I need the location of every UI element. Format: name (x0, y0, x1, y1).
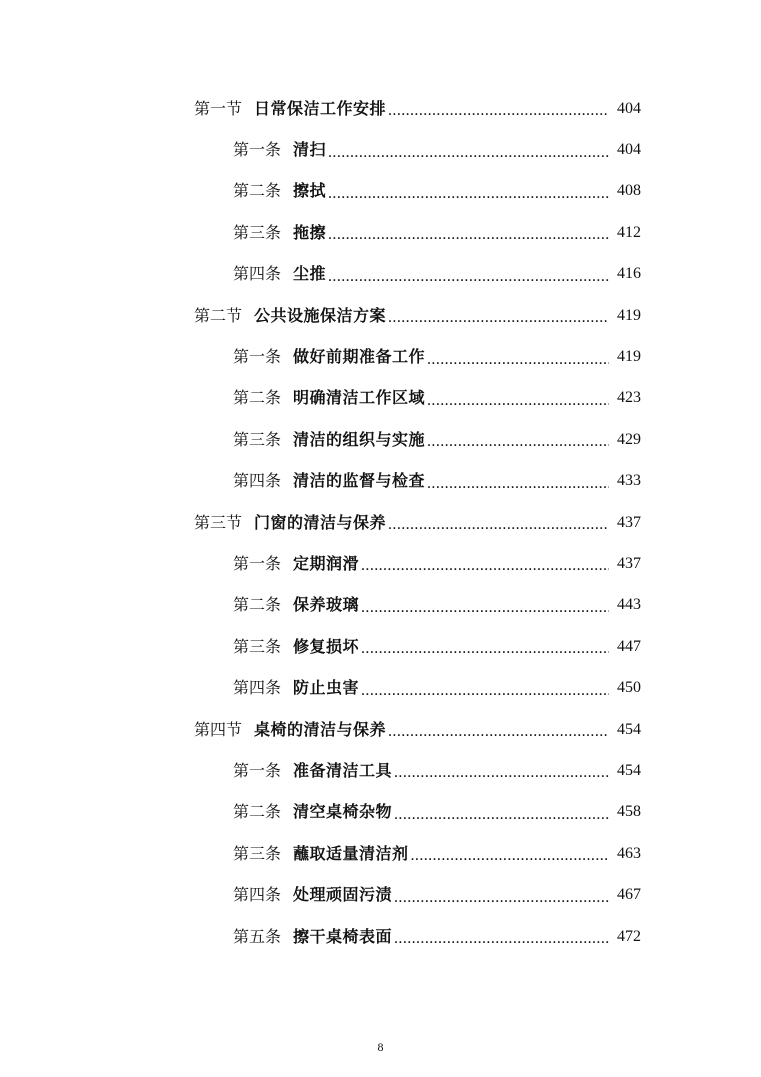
toc-section-row[interactable] (0, 88, 761, 129)
toc-article-row[interactable] (0, 833, 761, 874)
toc-article-row[interactable] (0, 585, 761, 626)
toc-dot-leader (394, 930, 609, 947)
toc-entry-number: 第一条 (233, 347, 282, 367)
toc-dot-leader (388, 516, 609, 533)
toc-entry-page: 412 (617, 223, 641, 241)
toc-dot-leader (394, 764, 609, 781)
toc-dot-leader (388, 723, 609, 740)
toc-dot-leader (427, 351, 609, 368)
toc-dot-leader (361, 682, 609, 699)
toc-article-row[interactable] (0, 874, 761, 915)
toc-entry-number: 第三条 (233, 636, 282, 656)
toc-entry-number: 第一条 (233, 140, 282, 160)
toc-article-row[interactable] (0, 792, 761, 833)
toc-entry-number: 第二节 (194, 305, 243, 325)
toc-dot-leader (411, 847, 609, 864)
toc-entry-number: 第一节 (194, 98, 243, 118)
toc-entry-page: 433 (617, 472, 641, 490)
toc-entry-number: 第一条 (233, 760, 282, 780)
toc-entry-number: 第五条 (233, 926, 282, 946)
toc-dot-leader (361, 557, 609, 574)
toc-dot-leader (328, 185, 609, 202)
toc-entry-title: 清空桌椅杂物 (293, 802, 393, 822)
toc-section-row[interactable] (0, 295, 761, 336)
toc-entry-page: 419 (617, 348, 641, 366)
toc-dot-leader (427, 392, 609, 409)
toc-article-row[interactable] (0, 129, 761, 170)
toc-entry-title: 清洁的监督与检查 (293, 471, 426, 491)
toc-entry-title: 处理顽固污渍 (293, 885, 393, 905)
toc-entry-title: 修复损坏 (293, 636, 360, 656)
toc-entry-number: 第三条 (233, 429, 282, 449)
toc-article-row[interactable] (0, 336, 761, 377)
toc-entry-page: 443 (617, 596, 641, 614)
toc-entry-page: 463 (617, 844, 641, 862)
toc-entry-title: 尘推 (293, 264, 327, 284)
toc-entry-page: 408 (617, 182, 641, 200)
toc-entry-page: 423 (617, 389, 641, 407)
toc-article-row[interactable] (0, 626, 761, 667)
toc-entry-number: 第四条 (233, 264, 282, 284)
toc-entry-title: 准备清洁工具 (293, 760, 393, 780)
toc-entry-page: 454 (617, 720, 641, 738)
toc-entry-page: 437 (617, 554, 641, 572)
toc-article-row[interactable] (0, 378, 761, 419)
toc-entry-number: 第三条 (233, 222, 282, 242)
toc-article-row[interactable] (0, 212, 761, 253)
toc-article-row[interactable] (0, 461, 761, 502)
toc-entry-number: 第二条 (233, 388, 282, 408)
toc-dot-leader (394, 889, 609, 906)
toc-dot-leader (361, 640, 609, 657)
toc-dot-leader (328, 144, 609, 161)
toc-entry-title: 明确清洁工作区域 (293, 388, 426, 408)
toc-entry-title: 拖擦 (293, 222, 327, 242)
toc-entry-number: 第三节 (194, 512, 243, 532)
toc-entry-page: 404 (617, 99, 641, 117)
toc-entry-number: 第二条 (233, 181, 282, 201)
toc-entry-title: 擦干桌椅表面 (293, 926, 393, 946)
toc-entry-number: 第二条 (233, 802, 282, 822)
toc-entry-title: 桌椅的清洁与保养 (254, 719, 387, 739)
toc-entry-title: 公共设施保洁方案 (254, 305, 387, 325)
toc-article-row[interactable] (0, 750, 761, 791)
toc-entry-page: 437 (617, 513, 641, 531)
toc-entry-number: 第四条 (233, 678, 282, 698)
toc-entry-page: 416 (617, 265, 641, 283)
toc-entry-page: 467 (617, 886, 641, 904)
toc-entry-page: 454 (617, 761, 641, 779)
toc-entry-title: 蘸取适量清洁剂 (293, 843, 409, 863)
toc-dot-leader (328, 226, 609, 243)
toc-entry-number: 第四条 (233, 885, 282, 905)
toc-entry-page: 447 (617, 637, 641, 655)
toc-article-row[interactable] (0, 667, 761, 708)
toc-entry-title: 日常保洁工作安排 (254, 98, 387, 118)
toc-entry-page: 404 (617, 141, 641, 159)
table-of-contents (0, 88, 761, 957)
toc-entry-title: 防止虫害 (293, 678, 360, 698)
toc-entry-number: 第一条 (233, 553, 282, 573)
toc-dot-leader (427, 475, 609, 492)
toc-entry-title: 保养玻璃 (293, 595, 360, 615)
toc-entry-title: 门窗的清洁与保养 (254, 512, 387, 532)
toc-article-row[interactable] (0, 543, 761, 584)
toc-article-row[interactable] (0, 254, 761, 295)
toc-entry-page: 419 (617, 306, 641, 324)
toc-article-row[interactable] (0, 419, 761, 460)
toc-entry-number: 第三条 (233, 843, 282, 863)
toc-dot-leader (361, 599, 609, 616)
toc-entry-title: 擦拭 (293, 181, 327, 201)
toc-entry-title: 做好前期准备工作 (293, 347, 426, 367)
toc-dot-leader (388, 102, 609, 119)
toc-article-row[interactable] (0, 171, 761, 212)
toc-entry-page: 450 (617, 679, 641, 697)
toc-entry-title: 清洁的组织与实施 (293, 429, 426, 449)
toc-article-row[interactable] (0, 916, 761, 957)
toc-entry-title: 清扫 (293, 140, 327, 160)
toc-entry-title: 定期润滑 (293, 553, 360, 573)
toc-entry-page: 458 (617, 803, 641, 821)
toc-section-row[interactable] (0, 502, 761, 543)
toc-entry-page: 429 (617, 430, 641, 448)
toc-dot-leader (394, 806, 609, 823)
toc-dot-leader (388, 309, 609, 326)
toc-entry-number: 第四节 (194, 719, 243, 739)
toc-entry-page: 472 (617, 927, 641, 945)
toc-section-row[interactable] (0, 709, 761, 750)
toc-entry-number: 第二条 (233, 595, 282, 615)
toc-dot-leader (328, 268, 609, 285)
toc-dot-leader (427, 433, 609, 450)
toc-entry-number: 第四条 (233, 471, 282, 491)
page-number-footer: 8 (377, 1040, 384, 1054)
